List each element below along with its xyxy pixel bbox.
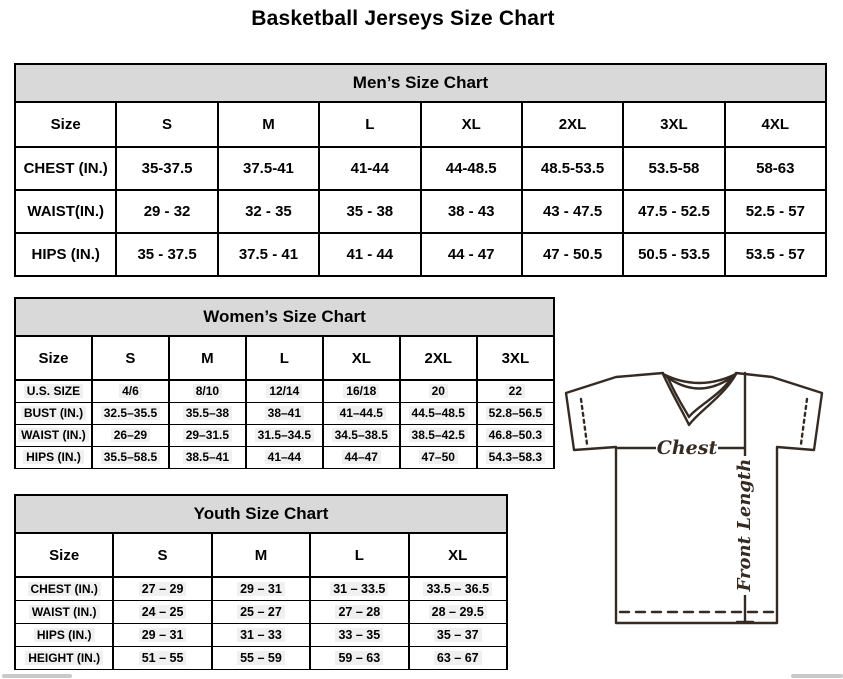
womens-value-text: 26–29 [111, 428, 150, 442]
womens-value-text: 38.5–42.5 [409, 428, 468, 442]
womens-value-cell [92, 424, 169, 446]
mens-value-cell: 29 - 32 [116, 190, 217, 233]
womens-value-text: 38–41 [265, 406, 304, 420]
womens-value-cell [323, 380, 400, 402]
youth-value-cell [409, 623, 508, 646]
mens-value-cell: 44-48.5 [421, 147, 522, 190]
youth-column-header: XL [409, 533, 508, 577]
youth-row-label-text: HEIGHT (IN.) [25, 651, 103, 665]
mens-column-header: XL [421, 102, 522, 147]
mens-value-cell: 38 - 43 [421, 190, 522, 233]
mens-value-cell: 35 - 38 [319, 190, 420, 233]
youth-column-header: L [310, 533, 408, 577]
mens-value-cell: 37.5 - 41 [218, 233, 319, 276]
youth-row-label-text: WAIST (IN.) [29, 605, 100, 619]
youth-value-cell [212, 600, 310, 623]
womens-table-title: Women’s Size Chart [15, 298, 554, 336]
mens-column-header: 3XL [623, 102, 724, 147]
mens-value-cell: 43 - 47.5 [522, 190, 623, 233]
womens-value-text: 22 [506, 384, 525, 398]
youth-table-row [15, 577, 507, 600]
mens-value-cell: 47 - 50.5 [522, 233, 623, 276]
youth-row-label [15, 577, 113, 600]
mens-value-cell: 47.5 - 52.5 [623, 190, 724, 233]
mens-column-header: S [116, 102, 217, 147]
youth-value-cell [409, 646, 508, 669]
mens-value-cell: 53.5-58 [623, 147, 724, 190]
mens-column-header: 4XL [725, 102, 826, 147]
youth-value-text: 25 – 27 [237, 605, 285, 619]
youth-value-cell [409, 600, 508, 623]
womens-row-label-text: BUST (IN.) [21, 406, 86, 420]
youth-column-header: S [113, 533, 211, 577]
youth-value-text: 59 – 63 [335, 651, 383, 665]
womens-value-cell [92, 380, 169, 402]
mens-column-header: L [319, 102, 420, 147]
youth-value-cell [310, 646, 408, 669]
mens-row-label: HIPS (IN.) [15, 233, 116, 276]
womens-value-cell [246, 402, 323, 424]
womens-value-text: 29–31.5 [183, 428, 232, 442]
youth-value-text: 33 – 35 [335, 628, 383, 642]
womens-value-cell [323, 402, 400, 424]
womens-value-text: 52.8–56.5 [486, 406, 545, 420]
youth-value-text: 31 – 33 [237, 628, 285, 642]
mens-value-cell: 52.5 - 57 [725, 190, 826, 233]
womens-value-cell [246, 446, 323, 468]
mens-value-cell: 58-63 [725, 147, 826, 190]
youth-value-text: 33.5 – 36.5 [423, 582, 492, 596]
womens-row-label [15, 380, 92, 402]
youth-value-text: 24 – 25 [139, 605, 187, 619]
womens-value-text: 47–50 [419, 450, 458, 464]
mens-column-header: M [218, 102, 319, 147]
youth-table-title: Youth Size Chart [15, 495, 507, 533]
mens-value-cell: 53.5 - 57 [725, 233, 826, 276]
youth-column-header: M [212, 533, 310, 577]
womens-value-cell [477, 402, 554, 424]
womens-value-text: 35.5–38 [183, 406, 232, 420]
youth-value-text: 35 – 37 [434, 628, 482, 642]
chest-label: Chest [656, 437, 718, 459]
womens-value-cell [169, 424, 246, 446]
womens-value-cell [169, 402, 246, 424]
womens-value-text: 31.5–34.5 [255, 428, 314, 442]
womens-column-header: S [92, 336, 169, 380]
youth-row-label [15, 600, 113, 623]
youth-value-text: 29 – 31 [139, 628, 187, 642]
youth-value-text: 29 – 31 [237, 582, 285, 596]
mens-size-table [14, 63, 827, 277]
youth-value-cell [113, 646, 211, 669]
youth-value-cell [212, 646, 310, 669]
womens-value-cell [246, 424, 323, 446]
youth-row-label [15, 646, 113, 669]
youth-size-table [14, 494, 508, 670]
youth-value-text: 55 – 59 [237, 651, 285, 665]
womens-value-text: 41–44 [265, 450, 304, 464]
youth-value-cell [409, 577, 508, 600]
youth-value-cell [310, 623, 408, 646]
womens-value-text: 4/6 [119, 384, 142, 398]
youth-value-cell [212, 577, 310, 600]
womens-row-label [15, 446, 92, 468]
youth-table-row [15, 623, 507, 646]
womens-value-text: 20 [429, 384, 448, 398]
jersey-measurement-diagram [556, 360, 832, 628]
page-title: Basketball Jerseys Size Chart [251, 7, 555, 30]
womens-value-text: 54.3–58.3 [486, 450, 545, 464]
mens-value-cell: 41 - 44 [319, 233, 420, 276]
womens-value-cell [323, 424, 400, 446]
youth-value-cell [113, 577, 211, 600]
womens-value-cell [400, 424, 477, 446]
mens-table-row [15, 147, 826, 190]
youth-value-text: 28 – 29.5 [429, 605, 487, 619]
womens-column-header: 3XL [477, 336, 554, 380]
youth-value-cell [113, 623, 211, 646]
youth-row-label-text: HIPS (IN.) [34, 628, 95, 642]
womens-row-label-text: HIPS (IN.) [23, 450, 84, 464]
womens-value-cell [477, 424, 554, 446]
youth-value-text: 27 – 28 [335, 605, 383, 619]
womens-value-cell [477, 446, 554, 468]
womens-row-label [15, 402, 92, 424]
womens-value-text: 32.5–35.5 [101, 406, 160, 420]
mens-value-cell: 44 - 47 [421, 233, 522, 276]
womens-value-cell [169, 446, 246, 468]
youth-table-row [15, 646, 507, 669]
womens-value-text: 44–47 [342, 450, 381, 464]
mens-table-row [15, 190, 826, 233]
womens-value-text: 16/18 [343, 384, 379, 398]
horizontal-scrollbar-thumb-left[interactable] [2, 674, 72, 678]
womens-value-text: 35.5–58.5 [101, 450, 160, 464]
youth-value-text: 63 – 67 [434, 651, 482, 665]
womens-value-text: 46.8–50.3 [486, 428, 545, 442]
womens-value-text: 44.5–48.5 [409, 406, 468, 420]
youth-row-label [15, 623, 113, 646]
youth-value-cell [310, 600, 408, 623]
mens-value-cell: 41-44 [319, 147, 420, 190]
youth-value-cell [113, 600, 211, 623]
youth-value-cell [212, 623, 310, 646]
mens-row-label: CHEST (IN.) [15, 147, 116, 190]
mens-value-cell: 32 - 35 [218, 190, 319, 233]
womens-value-cell [169, 380, 246, 402]
horizontal-scrollbar-thumb-right[interactable] [791, 674, 843, 678]
womens-size-table [14, 297, 555, 469]
youth-value-text: 27 – 29 [139, 582, 187, 596]
womens-value-cell [246, 380, 323, 402]
womens-value-cell [400, 380, 477, 402]
womens-row-label [15, 424, 92, 446]
youth-value-cell [310, 577, 408, 600]
youth-table-row [15, 600, 507, 623]
womens-column-header: Size [15, 336, 92, 380]
womens-row-label-text: WAIST (IN.) [18, 428, 89, 442]
youth-value-text: 31 – 33.5 [330, 582, 388, 596]
womens-value-text: 38.5–41 [183, 450, 232, 464]
youth-value-text: 51 – 55 [139, 651, 187, 665]
womens-table-row [15, 380, 554, 402]
front-length-label: Front Length [734, 458, 755, 592]
mens-row-label: WAIST(IN.) [15, 190, 116, 233]
mens-table-title: Men’s Size Chart [15, 64, 826, 102]
womens-column-header: L [246, 336, 323, 380]
womens-value-cell [477, 380, 554, 402]
mens-value-cell: 48.5-53.5 [522, 147, 623, 190]
womens-value-cell [92, 446, 169, 468]
womens-table-row [15, 402, 554, 424]
womens-value-text: 8/10 [193, 384, 222, 398]
jersey-outline-icon [556, 360, 832, 628]
womens-row-label-text: U.S. SIZE [24, 384, 83, 398]
womens-value-text: 34.5–38.5 [332, 428, 391, 442]
womens-value-cell [323, 446, 400, 468]
womens-value-cell [92, 402, 169, 424]
womens-value-text: 41–44.5 [337, 406, 386, 420]
mens-value-cell: 50.5 - 53.5 [623, 233, 724, 276]
womens-column-header: XL [323, 336, 400, 380]
mens-value-cell: 37.5-41 [218, 147, 319, 190]
youth-row-label-text: CHEST (IN.) [28, 582, 101, 596]
womens-table-row [15, 424, 554, 446]
womens-column-header: 2XL [400, 336, 477, 380]
womens-column-header: M [169, 336, 246, 380]
womens-value-cell [400, 402, 477, 424]
womens-value-cell [400, 446, 477, 468]
womens-table-row [15, 446, 554, 468]
mens-column-header: 2XL [522, 102, 623, 147]
mens-column-header: Size [15, 102, 116, 147]
mens-value-cell: 35-37.5 [116, 147, 217, 190]
womens-value-text: 12/14 [266, 384, 302, 398]
mens-table-row [15, 233, 826, 276]
mens-value-cell: 35 - 37.5 [116, 233, 217, 276]
youth-column-header: Size [15, 533, 113, 577]
